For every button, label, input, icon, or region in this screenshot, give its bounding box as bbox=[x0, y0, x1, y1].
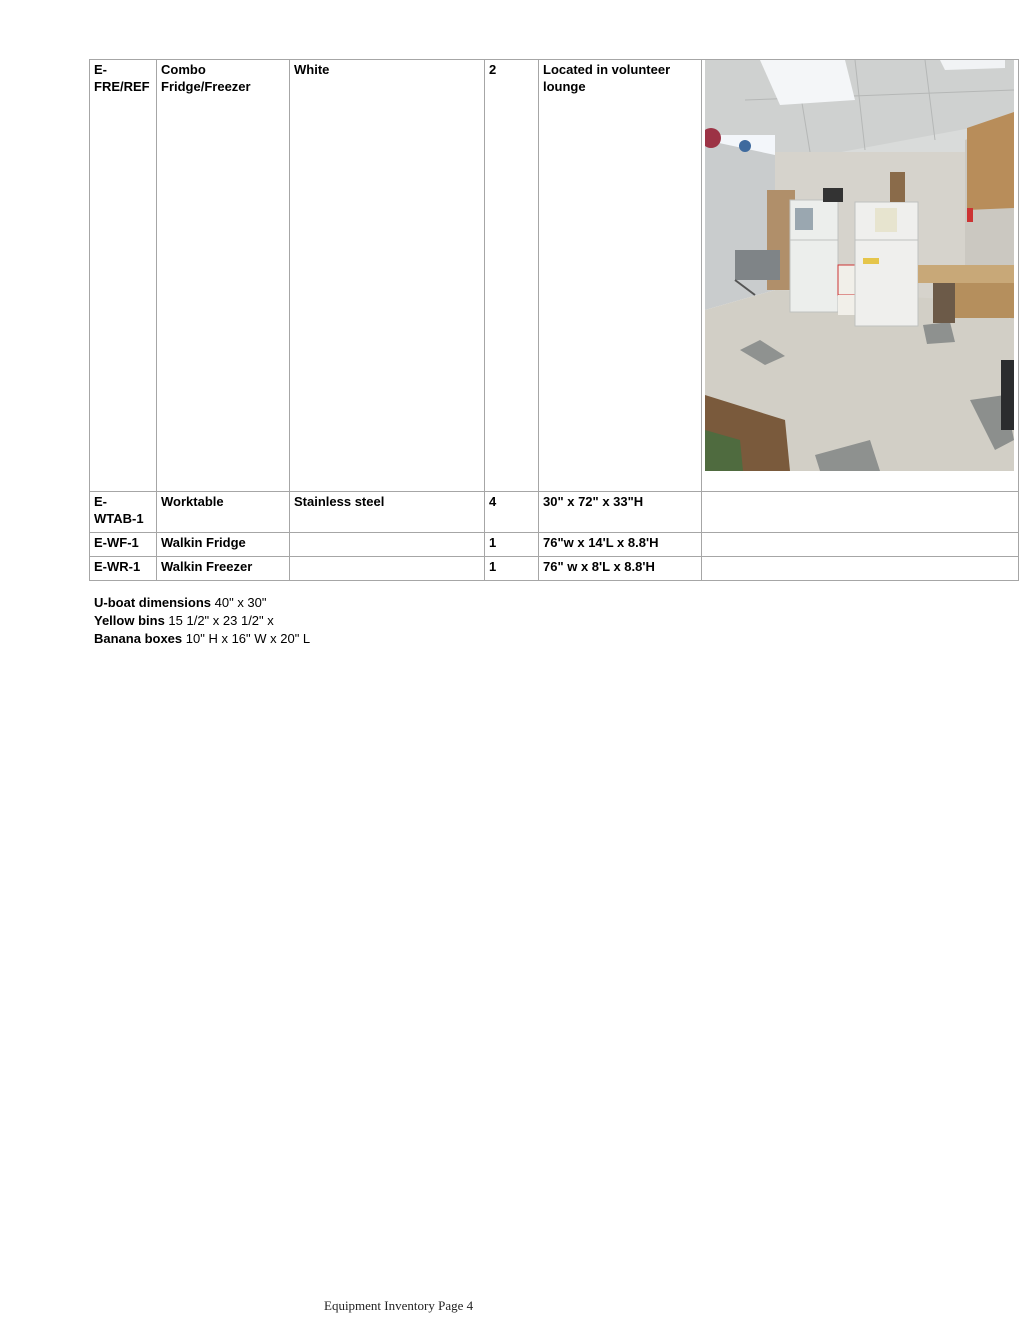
item-notes-cell bbox=[539, 492, 702, 533]
note-label: Yellow bins bbox=[94, 613, 165, 628]
equipment-inventory-table bbox=[89, 59, 1019, 581]
item-photo-cell bbox=[702, 557, 1019, 581]
item-name: Walkin Fridge bbox=[161, 535, 246, 550]
item-id-cell bbox=[90, 557, 157, 581]
item-id: E- WTAB-1 bbox=[94, 494, 144, 526]
note-value: 15 1/2" x 23 1/2" x bbox=[164, 613, 274, 628]
item-notes-cell bbox=[539, 557, 702, 581]
item-name-cell bbox=[157, 557, 290, 581]
item-material-cell bbox=[290, 557, 485, 581]
item-material-cell bbox=[290, 492, 485, 533]
item-qty: 1 bbox=[489, 559, 497, 574]
item-name-cell bbox=[157, 60, 290, 492]
page-footer: Equipment Inventory Page 4 bbox=[324, 1298, 474, 1313]
item-qty-cell bbox=[485, 60, 539, 492]
item-notes: 76" w x 8'L x 8.8'H bbox=[543, 559, 655, 574]
item-name: Walkin Freezer bbox=[161, 559, 253, 574]
item-id-cell bbox=[90, 60, 157, 492]
item-id-cell bbox=[90, 533, 157, 557]
table-row bbox=[90, 492, 1019, 533]
item-qty-cell bbox=[485, 533, 539, 557]
item-qty: 4 bbox=[489, 494, 497, 509]
table-row bbox=[90, 557, 1019, 581]
item-qty: 1 bbox=[489, 535, 497, 550]
note-label: U-boat dimensions bbox=[94, 595, 212, 610]
item-material-cell bbox=[290, 533, 485, 557]
fridge-room-photo bbox=[705, 60, 1014, 471]
item-photo-cell bbox=[702, 60, 1019, 492]
item-id-cell bbox=[90, 492, 157, 533]
item-id: E- FRE/REF bbox=[94, 62, 150, 94]
item-notes: 76"w x 14'L x 8.8'H bbox=[543, 535, 659, 550]
item-id: E-WR-1 bbox=[94, 559, 141, 574]
note-line-banana-boxes bbox=[94, 630, 310, 648]
note-label: Banana boxes bbox=[94, 631, 183, 646]
item-photo-cell bbox=[702, 533, 1019, 557]
item-material: Stainless steel bbox=[294, 494, 385, 509]
note-value: 40" x 30" bbox=[211, 595, 267, 610]
note-line-yellow-bins bbox=[94, 612, 310, 630]
item-material: White bbox=[294, 62, 330, 77]
note-value: 10" H x 16" W x 20" L bbox=[182, 631, 311, 646]
item-name-cell bbox=[157, 533, 290, 557]
item-name: Combo Fridge/Freezer bbox=[161, 62, 251, 94]
item-material-cell bbox=[290, 60, 485, 492]
item-qty-cell bbox=[485, 557, 539, 581]
item-qty: 2 bbox=[489, 62, 497, 77]
item-id: E-WF-1 bbox=[94, 535, 139, 550]
dimension-notes bbox=[94, 594, 310, 648]
table-row bbox=[90, 533, 1019, 557]
item-photo-cell bbox=[702, 492, 1019, 533]
note-line-uboat bbox=[94, 594, 310, 612]
item-qty-cell bbox=[485, 492, 539, 533]
item-notes: Located in volunteer lounge bbox=[543, 62, 671, 94]
table-row bbox=[90, 60, 1019, 492]
item-name: Worktable bbox=[161, 494, 224, 509]
item-notes: 30" x 72" x 33"H bbox=[543, 494, 644, 509]
item-notes-cell bbox=[539, 533, 702, 557]
item-name-cell bbox=[157, 492, 290, 533]
item-notes-cell bbox=[539, 60, 702, 492]
